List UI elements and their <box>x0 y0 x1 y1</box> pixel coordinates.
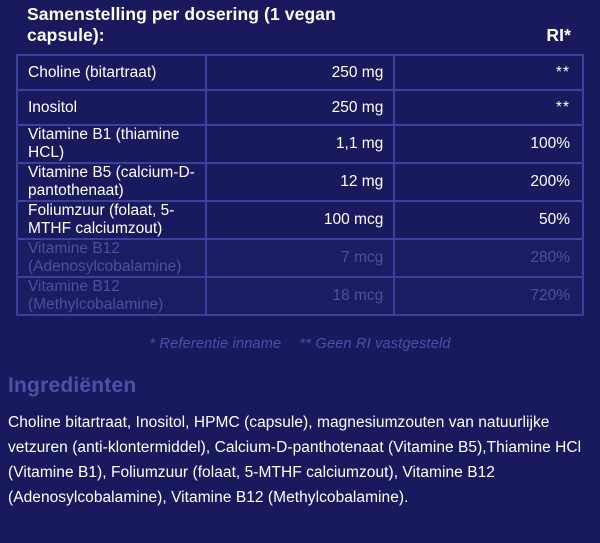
ingredients-section <box>8 374 584 510</box>
nutrient-name: Vitamine B1 (thiamine HCL) <box>17 125 206 163</box>
nutrient-amount: 250 mg <box>206 55 395 90</box>
nutrient-amount: 250 mg <box>206 90 395 125</box>
table-footnote <box>0 336 600 352</box>
ingredients-text: Choline bitartraat, Inositol, HPMC (capsule), magnesiumzouten van natuurlijke vetzuren (anti-klontermiddel), Calcium-D-panthotenaat (Vitamine B5),Thiamine HCl (Vitamine B1), Foliumzuur (folaat, 5-MTHF calciumzout), Vitamine B12 (Adenosylcobalamine), Vitamine B12 (Methylcobalamine). <box>8 414 582 507</box>
nutrient-amount: 12 mg <box>206 163 395 201</box>
nutrient-amount: 7 mcg <box>206 239 395 277</box>
table-row <box>17 90 583 125</box>
table-row <box>17 125 583 163</box>
nutrient-name: Foliumzuur (folaat, 5-MTHF calciumzout) <box>17 201 206 239</box>
nutrient-name: Vitamine B12 (Methylcobalamine) <box>17 277 206 315</box>
nutrient-amount: 1,1 mg <box>206 125 395 163</box>
table-header-row <box>17 0 583 55</box>
nutrient-amount: 18 mcg <box>206 277 395 315</box>
table-row <box>17 55 583 90</box>
nutrient-name: Vitamine B5 (calcium-D-pantothenaat) <box>17 163 206 201</box>
ingredients-title: Ingrediënten <box>8 374 137 397</box>
footnote-ri: * Referentie inname <box>149 336 282 352</box>
nutrient-ri: 50% <box>394 201 583 239</box>
table-row <box>17 239 583 277</box>
nutrient-ri: 200% <box>394 163 583 201</box>
nutrient-name: Inositol <box>17 90 206 125</box>
nutrient-name: Vitamine B12 (Adenosylcobalamine) <box>17 239 206 277</box>
table-row <box>17 277 583 315</box>
nutrition-table <box>16 0 584 316</box>
nutrient-name: Choline (bitartraat) <box>17 55 206 90</box>
nutrient-ri: ** <box>394 90 583 125</box>
nutrition-table-body <box>17 0 583 315</box>
nutrient-ri: 280% <box>394 239 583 277</box>
table-header-ri: RI* <box>546 25 571 45</box>
table-title: Samenstelling per dosering (1 vegan capsule): <box>27 4 336 45</box>
nutrient-amount: 100 mcg <box>206 201 395 239</box>
nutrient-ri: 720% <box>394 277 583 315</box>
table-row <box>17 163 583 201</box>
table-row <box>17 201 583 239</box>
nutrient-ri: 100% <box>394 125 583 163</box>
nutrient-ri: ** <box>394 55 583 90</box>
footnote-stars: ** Geen RI vastgesteld <box>299 336 451 352</box>
